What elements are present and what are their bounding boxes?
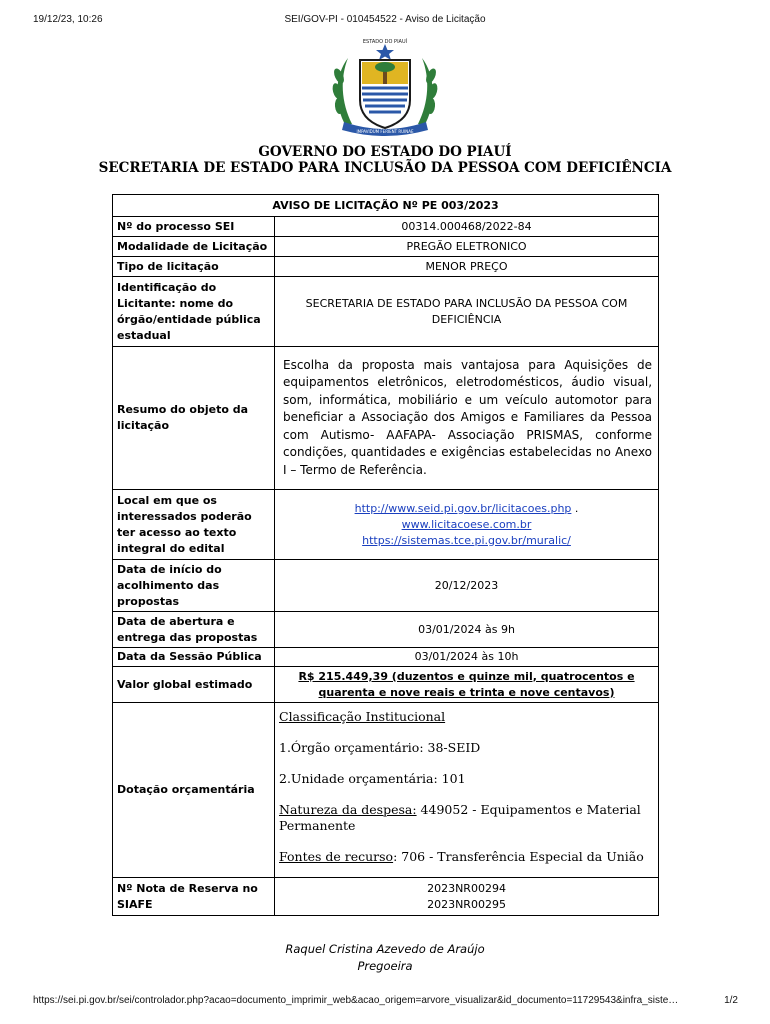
budget-unit: 2.Unidade orçamentária: 101 [279, 771, 466, 786]
document-heading [0, 144, 770, 176]
budget-classification: Classificação Institucional [279, 709, 446, 724]
table-row [113, 347, 659, 490]
notice-table [112, 194, 659, 916]
opening-label: Data de abertura e entrega das propostas [113, 612, 275, 648]
type-value: MENOR PREÇO [275, 257, 659, 277]
modality-label: Modalidade de Licitação [113, 237, 275, 257]
signer-role: Pregoeira [357, 959, 413, 973]
summary-value: Escolha da proposta mais vantajosa para Aquisições de equipamentos eletrônicos, eletrodomésticos, áudio visual, som, informática, mobiliário e um veículo automotor para beneficiar a Associação dos Amigos e Familiares da Pessoa com Autismo- AAFAPA- Associação PRISMAS, conforme condições, quantidades e exigências estabelecidas no Anexo I – Termo de Referência. [275, 347, 659, 490]
table-row [113, 667, 659, 703]
svg-text:IMPAVIDUM FERIENT RUINAE: IMPAVIDUM FERIENT RUINAE [356, 129, 414, 134]
location-label: Local em que os interessados poderão ter acesso ao texto integral do edital [113, 490, 275, 560]
notice-title: AVISO DE LICITAÇÃO Nº PE 003/2023 [113, 195, 659, 217]
modality-value: PREGÃO ELETRONICO [275, 237, 659, 257]
reserve-label: Nº Nota de Reserva no SIAFE [113, 878, 275, 916]
licitacoese-link[interactable]: www.licitacoese.com.br [401, 517, 532, 531]
table-row [113, 237, 659, 257]
global-value-amount: R$ 215.449,39 (duzentos e quinze mil, quatrocentos e quarenta e nove reais e trinta e nove centavos) [275, 667, 659, 703]
reserve-values [275, 878, 659, 916]
table-row [113, 878, 659, 916]
table-row [113, 257, 659, 277]
edital-links [275, 490, 659, 560]
secretariat-name: SECRETARIA DE ESTADO PARA INCLUSÃO DA PESSOA COM DEFICIÊNCIA [98, 160, 672, 176]
state-coat-of-arms-emblem [326, 36, 444, 140]
government-name: GOVERNO DO ESTADO DO PIAUÍ [258, 144, 512, 160]
budget-source-value: : 706 - Transferência Especial da União [393, 849, 644, 864]
opening-value: 03/01/2024 às 9h [275, 612, 659, 648]
reserve-value: 2023NR00295 [427, 897, 506, 911]
tce-mural-link[interactable]: https://sistemas.tce.pi.gov.br/muralic/ [362, 533, 571, 547]
start-value: 20/12/2023 [275, 560, 659, 612]
start-label: Data de início do acolhimento das propostas [113, 560, 275, 612]
svg-text:ESTADO DO PIAUÍ: ESTADO DO PIAUÍ [362, 39, 408, 45]
agency-value: SECRETARIA DE ESTADO PARA INCLUSÃO DA PESSOA COM DEFICIÊNCIA [275, 277, 659, 347]
budget-nature-label: Natureza da despesa: [279, 802, 417, 817]
budget-source-label: Fontes de recurso [279, 849, 394, 864]
print-url: https://sei.pi.gov.br/sei/controlador.php?acao=documento_imprimir_web&acao_origem=arvore_visualizar&id_documento=11729543&infra_siste… [33, 995, 679, 1006]
process-label: Nº do processo SEI [113, 217, 275, 237]
table-row [113, 277, 659, 347]
session-label: Data da Sessão Pública [113, 648, 275, 667]
print-title: SEI/GOV-PI - 010454522 - Aviso de Licitação [284, 14, 486, 25]
budget-details [275, 703, 659, 878]
signature-block [0, 941, 770, 975]
seid-link[interactable]: http://www.seid.pi.gov.br/licitacoes.php [354, 501, 572, 515]
table-row [113, 217, 659, 237]
print-header [0, 14, 770, 30]
reserve-value: 2023NR00294 [427, 881, 506, 895]
print-datetime: 19/12/23, 10:26 [33, 14, 103, 25]
type-label: Tipo de licitação [113, 257, 275, 277]
page-number: 1/2 [724, 995, 738, 1006]
agency-label: Identificação do Licitante: nome do órgão/entidade pública estadual [113, 277, 275, 347]
print-footer [0, 995, 770, 1011]
table-row [113, 648, 659, 667]
session-value: 03/01/2024 às 10h [275, 648, 659, 667]
summary-label: Resumo do objeto da licitação [113, 347, 275, 490]
table-row [113, 612, 659, 648]
signer-name: Raquel Cristina Azevedo de Araújo [285, 942, 485, 956]
link-separator: . [571, 501, 579, 515]
budget-label: Dotação orçamentária [113, 703, 275, 878]
table-row [113, 560, 659, 612]
table-row [113, 703, 659, 878]
process-value: 00314.000468/2022-84 [275, 217, 659, 237]
table-row [113, 490, 659, 560]
notice-title-row [113, 195, 659, 217]
budget-organ: 1.Órgão orçamentário: 38-SEID [279, 740, 481, 755]
budget-nature-value: 449052 - Equipamentos e Material Permanente [279, 802, 641, 833]
global-value-label: Valor global estimado [113, 667, 275, 703]
